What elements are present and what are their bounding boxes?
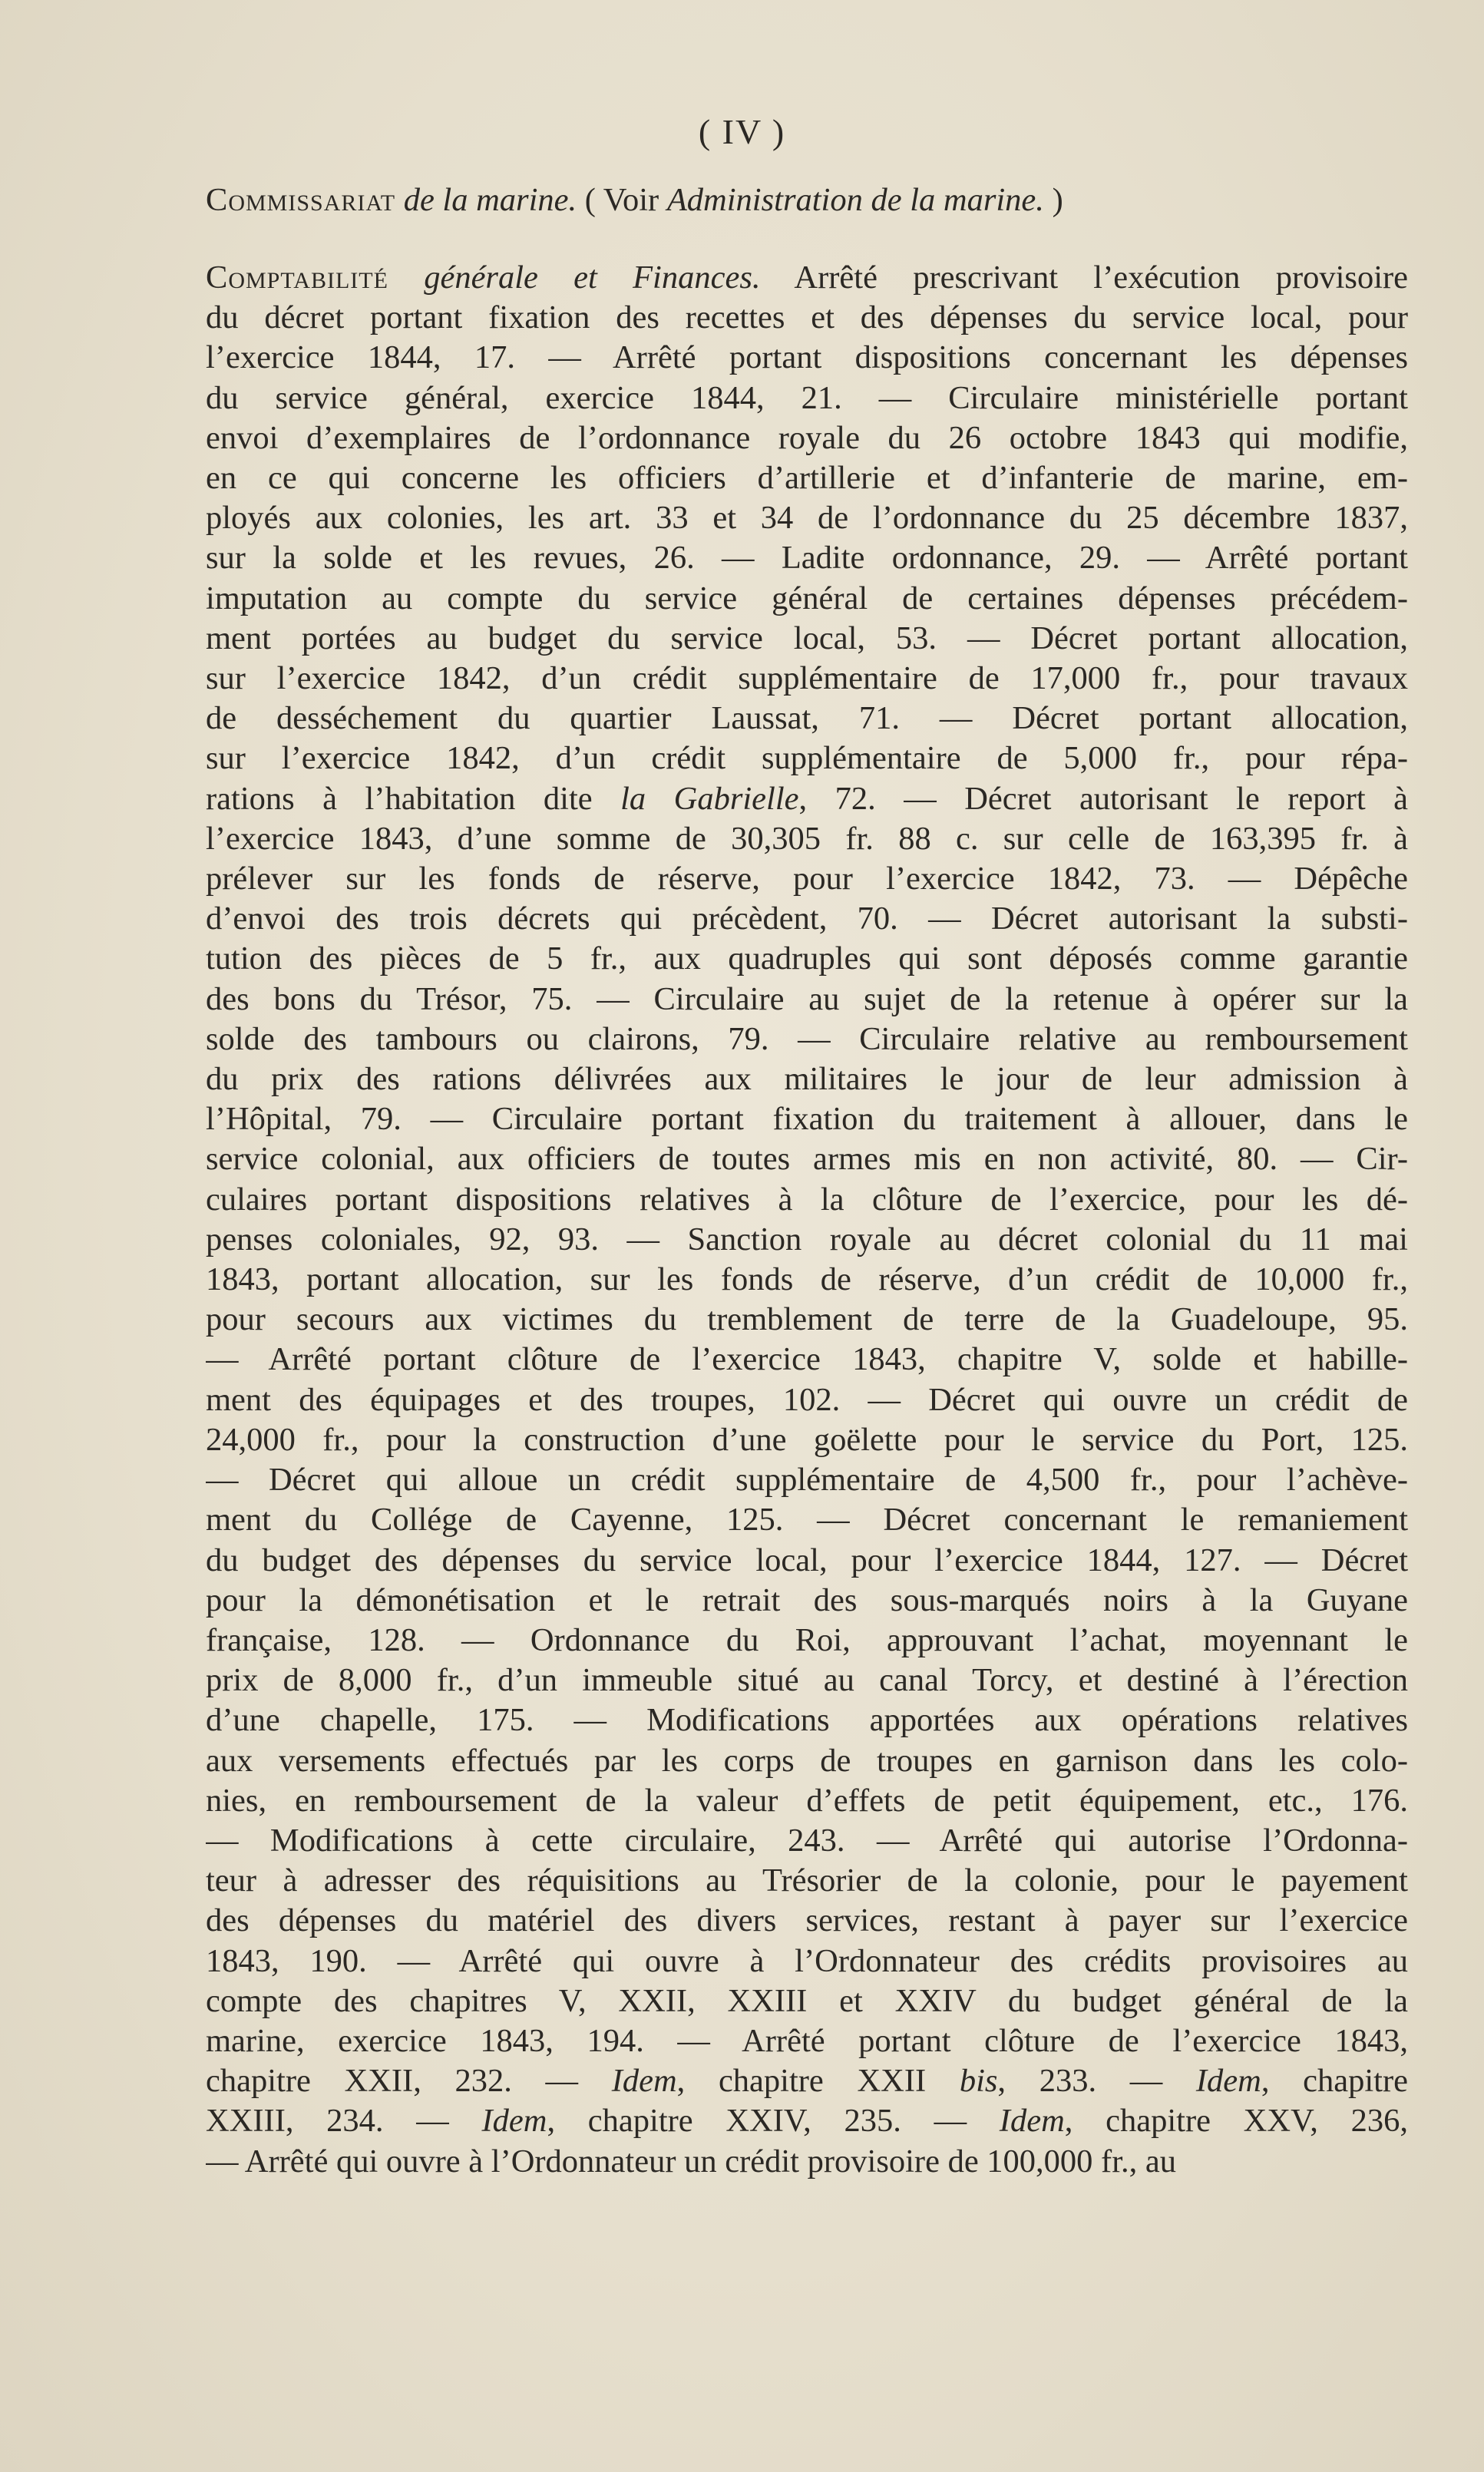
entry-heading: Commissariat xyxy=(206,182,396,218)
entry-line: marine, exercice 1843, 194. — Arrêté portant clôture de l’exercice 1843, xyxy=(206,2022,1408,2059)
entry-line: envoi d’exemplaires de l’ordonnance royale du 26 octobre 1843 qui modifie, xyxy=(206,419,1408,456)
entry-line: de desséchement du quartier Laussat, 71. — Décret portant allocation, xyxy=(206,700,1408,737)
entry-line: tution des pièces de 5 fr., aux quadruples qui sont déposés comme garantie xyxy=(206,940,1408,977)
index-entry-comptabilite xyxy=(206,258,1408,2182)
entry-line: teur à adresser des réquisitions au Trésorier de la colonie, pour le payement xyxy=(206,1862,1408,1899)
entry-line: chapitre XXII, 232. — Idem, chapitre XXII bis, 233. — Idem, chapitre xyxy=(206,2063,1408,2100)
cross-reference: Administration de la marine. xyxy=(666,182,1044,218)
entry-line: ment du Collége de Cayenne, 125. — Décret concernant le remaniement xyxy=(206,1502,1408,1538)
entry-heading: Comptabilité xyxy=(206,259,388,296)
entry-line: — Modifications à cette circulaire, 243. — Arrêté qui autorise l’Ordonna- xyxy=(206,1822,1408,1859)
entry-line: compte des chapitres V, XXII, XXIII et XXIV du budget général de la xyxy=(206,1982,1408,2019)
entry-line: l’exercice 1843, d’une somme de 30,305 fr. 88 c. sur celle de 163,395 fr. à xyxy=(206,820,1408,857)
entry-line: française, 128. — Ordonnance du Roi, approuvant l’achat, moyennant le xyxy=(206,1621,1408,1658)
entry-line: l’Hôpital, 79. — Circulaire portant fixation du traitement à allouer, dans le xyxy=(206,1101,1408,1138)
entry-line: XXIII, 234. — Idem, chapitre XXIV, 235. — Idem, chapitre XXV, 236, xyxy=(206,2103,1408,2140)
entry-line: penses coloniales, 92, 93. — Sanction royale au décret colonial du 11 mai xyxy=(206,1221,1408,1257)
entry-line: Comptabilité générale et Finances. Arrêté prescrivant l’exécution provisoire xyxy=(206,259,1408,296)
entry-line: imputation au compte du service général de certaines dépenses précédem- xyxy=(206,580,1408,616)
entry-line xyxy=(206,180,1408,220)
entry-line: culaires portant dispositions relatives à la clôture de l’exercice, pour les dé- xyxy=(206,1181,1408,1218)
entry-line: d’envoi des trois décrets qui précèdent, 70. — Décret autorisant la substi- xyxy=(206,901,1408,937)
cross-reference-close: ) xyxy=(1052,182,1063,218)
entry-line: du budget des dépenses du service local, pour l’exercice 1844, 127. — Décret xyxy=(206,1542,1408,1578)
entry-line: pour secours aux victimes du tremblement de terre de la Guadeloupe, 95. xyxy=(206,1301,1408,1338)
entry-line: 24,000 fr., pour la construction d’une goëlette pour le service du Port, 125. xyxy=(206,1421,1408,1458)
entry-line: aux versements effectués par les corps de troupes en garnison dans les colo- xyxy=(206,1742,1408,1779)
entry-line: 1843, 190. — Arrêté qui ouvre à l’Ordonnateur des crédits provisoires au xyxy=(206,1942,1408,1979)
entry-line: ployés aux colonies, les art. 33 et 34 de l’ordonnance du 25 décembre 1837, xyxy=(206,500,1408,537)
entry-line: du décret portant fixation des recettes et des dépenses du service local, pour xyxy=(206,299,1408,336)
entry-line: — Arrêté portant clôture de l’exercice 1843, chapitre V, solde et habille- xyxy=(206,1341,1408,1378)
cross-reference-open: ( Voir xyxy=(584,182,659,218)
entry-line: prélever sur les fonds de réserve, pour l’exercice 1842, 73. — Dépêche xyxy=(206,861,1408,897)
entry-line: sur la solde et les revues, 26. — Ladite ordonnance, 29. — Arrêté portant xyxy=(206,540,1408,577)
entry-line: prix de 8,000 fr., d’un immeuble situé au canal Torcy, et destiné à l’érection xyxy=(206,1662,1408,1699)
entry-line: en ce qui concerne les officiers d’artillerie et d’infanterie de marine, em- xyxy=(206,460,1408,497)
entry-line: — Arrêté qui ouvre à l’Ordonnateur un crédit provisoire de 100,000 fr., au xyxy=(206,2143,1177,2180)
entry-line: pour la démonétisation et le retrait des sous-marqués noirs à la Guyane xyxy=(206,1581,1408,1618)
entry-line: 1843, portant allocation, sur les fonds de réserve, d’un crédit de 10,000 fr., xyxy=(206,1261,1408,1298)
entry-line: ment portées au budget du service local, 53. — Décret portant allocation, xyxy=(206,620,1408,656)
entry-line: sur l’exercice 1842, d’un crédit supplémentaire de 5,000 fr., pour répa- xyxy=(206,740,1408,777)
entry-line: service colonial, aux officiers de toutes armes mis en non activité, 80. — Cir- xyxy=(206,1141,1408,1178)
entry-line: sur l’exercice 1842, d’un crédit supplémentaire de 17,000 fr., pour travaux xyxy=(206,660,1408,697)
entry-line: ment des équipages et des troupes, 102. — Décret qui ouvre un crédit de xyxy=(206,1381,1408,1418)
entry-line: solde des tambours ou clairons, 79. — Circulaire relative au remboursement xyxy=(206,1020,1408,1057)
page-number: ( IV ) xyxy=(698,112,786,151)
entry-line: des dépenses du matériel des divers services, restant à payer sur l’exercice xyxy=(206,1902,1408,1939)
entry-heading-italic: de la marine. xyxy=(403,182,577,218)
entry-line: d’une chapelle, 175. — Modifications apportées aux opérations relatives xyxy=(206,1702,1408,1739)
entry-line: des bons du Trésor, 75. — Circulaire au sujet de la retenue à opérer sur la xyxy=(206,980,1408,1017)
entry-line: rations à l’habitation dite la Gabrielle, 72. — Décret autorisant le report à xyxy=(206,780,1408,817)
entry-line: du prix des rations délivrées aux militaires le jour de leur admission à xyxy=(206,1061,1408,1098)
entry-line: du service général, exercice 1844, 21. — Circulaire ministérielle portant xyxy=(206,379,1408,416)
entry-line: l’exercice 1844, 17. — Arrêté portant dispositions concernant les dépenses xyxy=(206,339,1408,376)
entry-line: nies, en remboursement de la valeur d’effets de petit équipement, etc., 176. xyxy=(206,1782,1408,1819)
entry-line: — Décret qui alloue un crédit supplémentaire de 4,500 fr., pour l’achève- xyxy=(206,1462,1408,1499)
index-entry-commissariat xyxy=(206,180,1408,220)
entry-heading-italic: générale et Finances. xyxy=(424,259,761,296)
